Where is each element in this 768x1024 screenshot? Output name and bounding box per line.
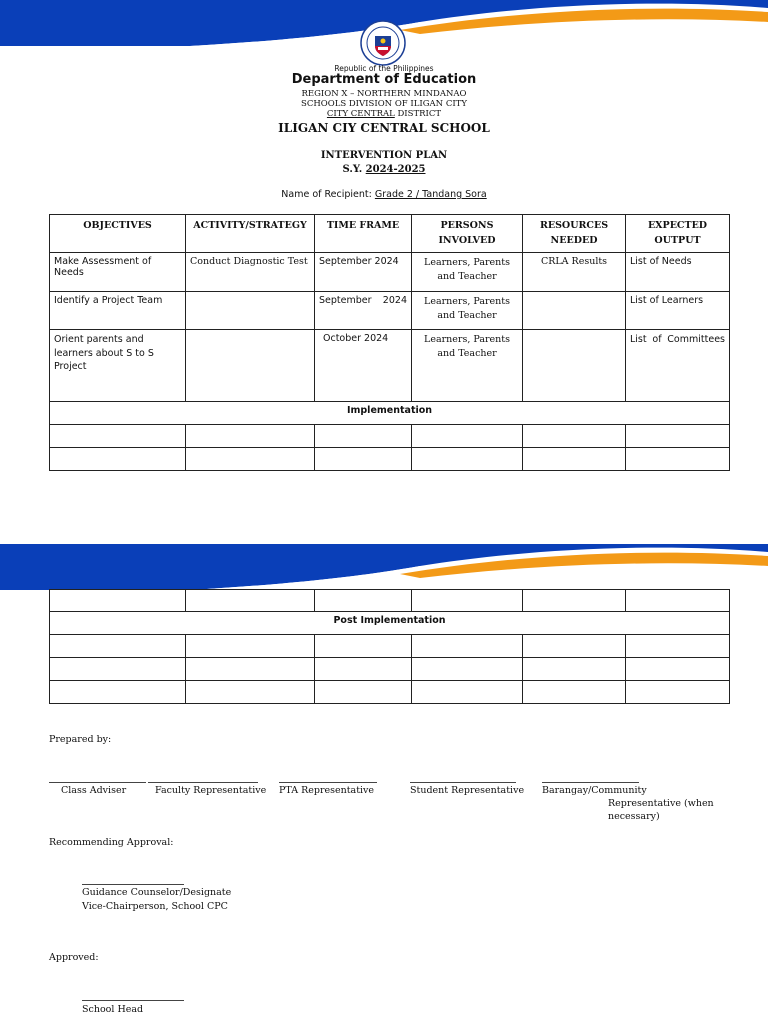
empty-cell bbox=[315, 425, 412, 448]
empty-cell bbox=[523, 635, 626, 658]
guidance-line1: Guidance Counselor/Designate bbox=[82, 887, 232, 898]
empty-cell bbox=[626, 448, 730, 471]
signature-line bbox=[542, 782, 639, 783]
table-row bbox=[50, 590, 730, 612]
empty-cell bbox=[186, 635, 315, 658]
empty-cell bbox=[412, 635, 523, 658]
department-title: Department of Education bbox=[291, 72, 477, 87]
school-year bbox=[0, 164, 768, 175]
signature-line bbox=[279, 782, 377, 783]
cell-time-frame: September 2024 bbox=[315, 292, 412, 330]
empty-cell bbox=[523, 425, 626, 448]
empty-cell bbox=[315, 635, 412, 658]
table-row bbox=[50, 253, 730, 292]
faculty-rep-label: Faculty Representative bbox=[155, 785, 267, 796]
barangay-rep-line1: Barangay/Community bbox=[542, 785, 647, 796]
empty-cell bbox=[412, 681, 523, 704]
empty-cell bbox=[412, 425, 523, 448]
guidance-line2: Vice-Chairperson, School CPC bbox=[82, 901, 228, 912]
second-banner bbox=[0, 544, 768, 590]
empty-cell bbox=[315, 448, 412, 471]
recipient-line bbox=[0, 189, 768, 200]
cell-time-frame: September 2024 bbox=[315, 253, 412, 292]
barangay-rep-line2: Representative (when bbox=[608, 798, 714, 809]
cell-output: List of Needs bbox=[626, 253, 730, 292]
table-row bbox=[50, 658, 730, 681]
cell-objective: Orient parents and learners about S to S Project bbox=[50, 330, 186, 402]
recipient-value: Grade 2 / Tandang Sora bbox=[374, 189, 487, 200]
table-row bbox=[50, 425, 730, 448]
empty-cell bbox=[626, 658, 730, 681]
header-persons: PERSONS INVOLVED bbox=[412, 215, 523, 253]
class-adviser-label: Class Adviser bbox=[61, 785, 127, 796]
recipient-label: Name of Recipient: bbox=[281, 189, 375, 200]
header-objectives: OBJECTIVES bbox=[50, 215, 186, 253]
table-row bbox=[50, 292, 730, 330]
empty-cell bbox=[50, 635, 186, 658]
cell-activity: Conduct Diagnostic Test bbox=[186, 253, 315, 292]
empty-cell bbox=[626, 425, 730, 448]
district-underlined: CITY CENTRAL bbox=[326, 109, 395, 119]
empty-cell bbox=[186, 448, 315, 471]
empty-cell bbox=[523, 681, 626, 704]
empty-cell bbox=[412, 590, 523, 612]
district-text bbox=[0, 109, 768, 119]
continuation-table bbox=[49, 589, 730, 704]
cell-time-frame: October 2024 bbox=[315, 330, 412, 402]
empty-cell bbox=[315, 590, 412, 612]
signature-line bbox=[410, 782, 516, 783]
header-time-frame: TIME FRAME bbox=[315, 215, 412, 253]
implementation-row bbox=[50, 402, 730, 425]
implementation-label: Implementation bbox=[50, 402, 730, 425]
empty-cell bbox=[186, 681, 315, 704]
empty-cell bbox=[315, 658, 412, 681]
signature-line bbox=[49, 782, 146, 783]
empty-cell bbox=[50, 681, 186, 704]
approved-label: Approved: bbox=[49, 952, 99, 963]
cell-output: List of Learners bbox=[626, 292, 730, 330]
school-name: ILIGAN CIY CENTRAL SCHOOL bbox=[278, 121, 490, 135]
prepared-by-label: Prepared by: bbox=[49, 734, 112, 745]
post-implementation-row bbox=[50, 612, 730, 635]
region-text: REGION X – NORTHERN MINDANAO bbox=[301, 89, 467, 99]
plan-title: INTERVENTION PLAN bbox=[320, 150, 448, 161]
school-head-label: School Head bbox=[82, 1004, 144, 1015]
barangay-rep-line3: necessary) bbox=[608, 811, 660, 822]
republic-text: Republic of the Philippines bbox=[334, 64, 434, 73]
empty-cell bbox=[626, 590, 730, 612]
empty-cell bbox=[50, 425, 186, 448]
header-activity: ACTIVITY/STRATEGY bbox=[186, 215, 315, 253]
empty-cell bbox=[50, 590, 186, 612]
empty-cell bbox=[50, 658, 186, 681]
table-header-row bbox=[50, 215, 730, 253]
signature-line bbox=[82, 1000, 184, 1001]
cell-persons: Learners, Parents and Teacher bbox=[412, 292, 523, 330]
post-implementation-label: Post Implementation bbox=[50, 612, 730, 635]
cell-activity bbox=[186, 330, 315, 402]
empty-cell bbox=[523, 658, 626, 681]
table-row bbox=[50, 448, 730, 471]
empty-cell bbox=[626, 681, 730, 704]
empty-cell bbox=[50, 448, 186, 471]
student-rep-label: Student Representative bbox=[410, 785, 525, 796]
empty-cell bbox=[523, 590, 626, 612]
pta-rep-label: PTA Representative bbox=[279, 785, 375, 796]
recommending-label: Recommending Approval: bbox=[49, 837, 174, 848]
table-row bbox=[50, 681, 730, 704]
table-row bbox=[50, 330, 730, 402]
empty-cell bbox=[186, 658, 315, 681]
district-rest: DISTRICT bbox=[394, 109, 442, 119]
empty-cell bbox=[315, 681, 412, 704]
intervention-table bbox=[49, 214, 730, 471]
cell-persons: Learners, Parents and Teacher bbox=[412, 330, 523, 402]
cell-activity bbox=[186, 292, 315, 330]
signature-line bbox=[82, 884, 184, 885]
cell-resources: CRLA Results bbox=[523, 253, 626, 292]
cell-output: List of Committees bbox=[626, 330, 730, 402]
cell-persons: Learners, Parents and Teacher bbox=[412, 253, 523, 292]
table-row bbox=[50, 635, 730, 658]
cell-objective: Identify a Project Team bbox=[50, 292, 186, 330]
empty-cell bbox=[626, 635, 730, 658]
division-text: SCHOOLS DIVISION OF ILIGAN CITY bbox=[301, 99, 467, 109]
sy-value: 2024-2025 bbox=[365, 164, 426, 175]
empty-cell bbox=[186, 590, 315, 612]
empty-cell bbox=[186, 425, 315, 448]
cell-resources bbox=[523, 330, 626, 402]
empty-cell bbox=[412, 448, 523, 471]
sy-prefix: S.Y. bbox=[342, 164, 366, 175]
signature-line bbox=[148, 782, 258, 783]
cell-objective: Make Assessment of Needs bbox=[50, 253, 186, 292]
cell-resources bbox=[523, 292, 626, 330]
header-output: EXPECTED OUTPUT bbox=[626, 215, 730, 253]
header-resources: RESOURCES NEEDED bbox=[523, 215, 626, 253]
deped-seal-icon bbox=[360, 20, 406, 66]
empty-cell bbox=[523, 448, 626, 471]
empty-cell bbox=[412, 658, 523, 681]
